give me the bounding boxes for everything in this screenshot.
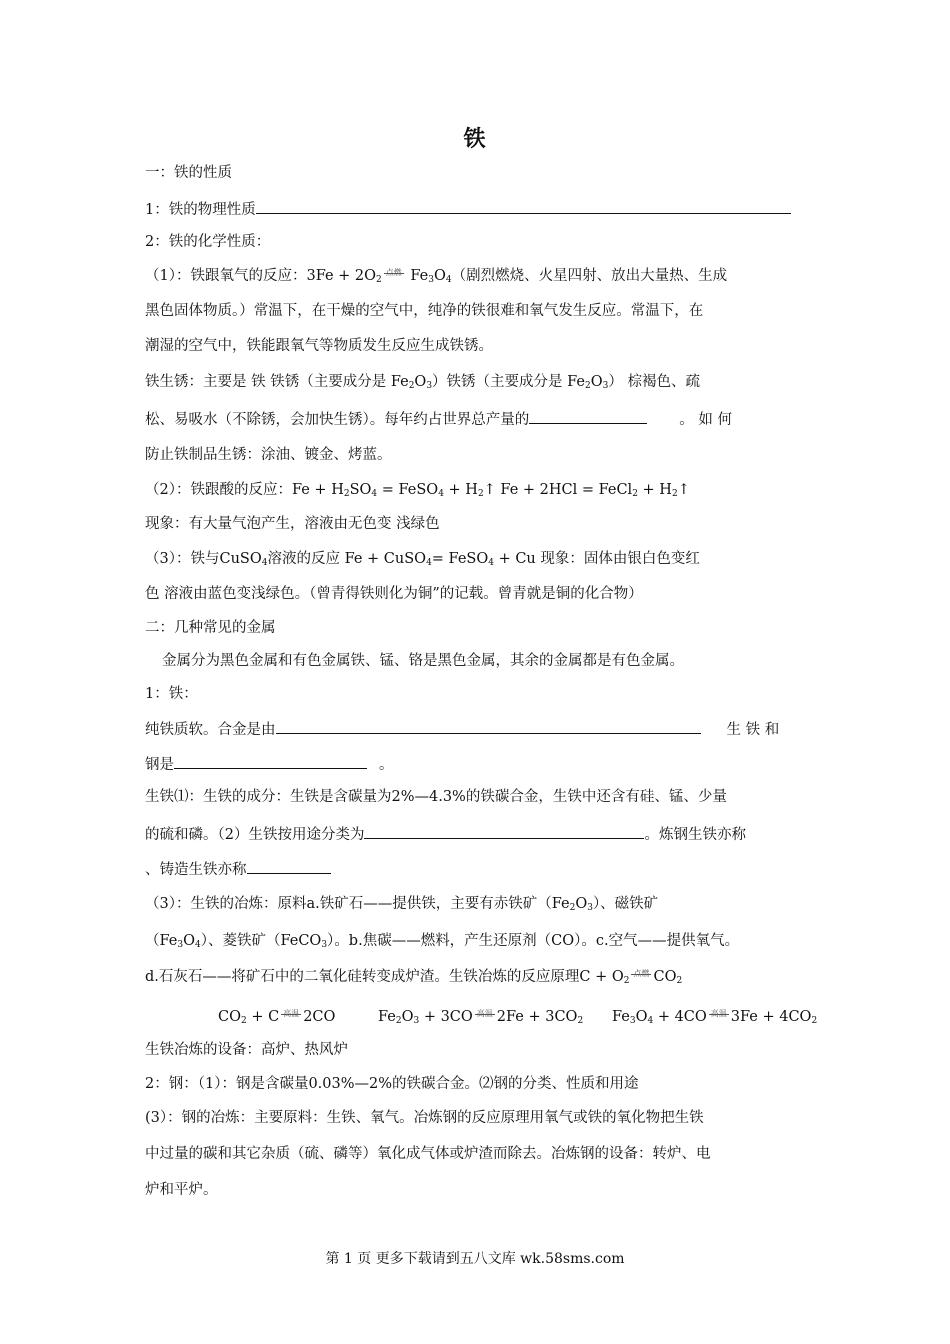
text: 。炼钢生铁亦称 [644, 827, 746, 843]
text: O [401, 1009, 414, 1025]
equation-fe2o3-co [378, 1007, 583, 1027]
subscript: 2 [577, 1016, 584, 1026]
text: + 3CO [419, 1009, 473, 1025]
condition-text: 高温 [476, 1009, 493, 1018]
paragraph-line: 金属分为黑色金属和有色金属铁、锰、铬是黑色金属，其余的金属都是有色金属。 [162, 653, 684, 669]
pig-iron-line-3 [145, 858, 331, 880]
text: 。 如 何 [679, 412, 732, 428]
text: 钢是 [145, 757, 174, 773]
paragraph-line: 潮湿的空气中，铁能跟氧气等物质发生反应生成铁锈。 [145, 338, 493, 354]
text: + C [246, 1009, 280, 1025]
text: O [635, 1009, 648, 1025]
answer-blank [276, 718, 701, 734]
subscript: 4 [261, 558, 268, 568]
paragraph-line: 2：钢：（1）：钢是含碳量0.03%—2%的铁碳合金。⑵钢的分类、性质和用途 [145, 1076, 639, 1092]
condition-bar [384, 273, 404, 274]
text: CO [218, 1009, 241, 1025]
text: 生 铁 和 [726, 722, 780, 738]
subscript: 2 [632, 489, 638, 499]
subscript: 3 [629, 1016, 636, 1026]
paragraph-line: 色 溶液由蓝色变浅绿色。（曾青得铁则化为铜”的记载。曾青就是铜的化合物） [145, 586, 643, 602]
text: ） 棕褐色、疏 [608, 374, 700, 390]
text: 的硫和磷。（2）生铁按用途分类为 [145, 827, 365, 843]
physical-properties-line [145, 198, 791, 220]
text: （剧烈燃烧、火星四射、放出大量热、生成 [451, 268, 728, 284]
text: = FeSO [377, 482, 439, 498]
paragraph-line: 中过量的碳和其它杂质（硫、磷等）氧化成气体或炉渣而除去。冶炼钢的设备：转炉、电 [145, 1146, 711, 1162]
subscript: 4 [371, 489, 378, 499]
subscript: 3 [426, 381, 433, 391]
text: 松、易吸水（不除锈，会加快生锈）。每年约占世界总产量的 [145, 412, 530, 428]
subscript: 2 [395, 1016, 402, 1026]
text: ↑ [677, 482, 690, 498]
answer-blank [529, 408, 647, 424]
subscript: 4 [426, 558, 432, 568]
text: （3）：生铁的冶炼：原料a.铁矿石——提供铁，主要有赤铁矿（Fe [145, 896, 570, 912]
pig-iron-line-2 [145, 823, 746, 845]
text: ）、菱铁矿（FeCO [200, 933, 322, 949]
text: Fe [378, 1009, 396, 1025]
smelting-line-2 [145, 931, 739, 951]
subscript: 4 [445, 275, 452, 285]
iron-label: 1：铁： [145, 686, 198, 702]
answer-blank [364, 823, 644, 839]
reaction-cuso4-line [145, 549, 700, 569]
text: CO [653, 969, 677, 985]
paragraph-line: 生铁⑴：生铁的成分：生铁是含碳量为2%—4.3%的铁碳合金，生铁中还含有硅、锰、少量 [145, 789, 727, 805]
physical-properties-label: 1：铁的物理性质 [145, 202, 256, 218]
subscript: 2 [676, 976, 683, 986]
reaction-acid-line [145, 480, 690, 500]
rust-line [145, 372, 700, 392]
text: O [590, 374, 603, 390]
text: O [575, 896, 588, 912]
condition-text: 点燃 [385, 268, 402, 277]
text: ↑ Fe + 2HCl = FeCl [483, 482, 633, 498]
subscript: 4 [438, 489, 444, 499]
equation-fe3o4-co [612, 1007, 817, 1027]
subscript: 3 [413, 1016, 420, 1026]
smelting-line-3 [145, 967, 682, 987]
subscript: 3 [321, 940, 328, 950]
condition-bar [709, 1014, 729, 1015]
text: 2CO [303, 1009, 336, 1025]
text: （3）：铁与CuSO [145, 551, 262, 567]
rust-line-2 [145, 408, 732, 430]
subscript: 2 [376, 275, 382, 285]
reaction-oxygen-line [145, 266, 727, 286]
text: O [433, 268, 446, 284]
subscript: 2 [343, 489, 350, 499]
text: 铁生锈：主要是 铁 铁锈（主要成分是 Fe [145, 374, 409, 390]
text: + Cu 现象：固体由银白色变红 [493, 551, 700, 567]
subscript: 2 [671, 489, 678, 499]
text: （2）：铁跟酸的反应：Fe + H [145, 482, 344, 498]
text: ）铁锈（主要成分是 Fe [432, 374, 586, 390]
subscript: 3 [587, 903, 593, 913]
text: ）、磁铁矿 [592, 896, 659, 912]
subscript: 2 [477, 489, 484, 499]
text: O [183, 933, 195, 949]
subscript: 2 [811, 1016, 818, 1026]
text: d.石灰石——将矿石中的二氧化硅转变成炉渣。生铁冶炼的反应原理C + O [145, 969, 624, 985]
text: Fe [410, 268, 429, 284]
subscript: 2 [408, 381, 415, 391]
paragraph-line: 炉和平炉。 [145, 1182, 218, 1198]
paragraph-line: 现象：有大量气泡产生，溶液由无色变 浅绿色 [145, 516, 440, 532]
paragraph-line: 防止铁制品生锈：涂油、镀金、烤蓝。 [145, 447, 392, 463]
subscript: 3 [177, 940, 184, 950]
condition-bar [631, 974, 651, 975]
text: 。 [379, 757, 394, 773]
text: 纯铁质软。合金是由 [145, 722, 276, 738]
text: 2Fe + 3CO [496, 1009, 578, 1025]
text: + H [637, 482, 672, 498]
subscript: 3 [602, 381, 609, 391]
text: Fe [612, 1009, 630, 1025]
condition-text: 高温 [283, 1009, 300, 1018]
text: 溶液的反应 Fe + CuSO [267, 551, 427, 567]
text: （1）：铁跟氧气的反应：3Fe + 2O [145, 268, 377, 284]
smelting-line-1 [145, 894, 658, 914]
answer-blank [256, 198, 791, 214]
condition-text: 点燃 [633, 969, 650, 978]
subscript: 2 [240, 1016, 247, 1026]
chemical-properties-label: 2：铁的化学性质： [145, 234, 271, 250]
subscript: 4 [647, 1016, 654, 1026]
subscript: 2 [569, 903, 576, 913]
condition-bar [281, 1014, 301, 1015]
paragraph-line: 生铁冶炼的设备：高炉、热风炉 [145, 1042, 348, 1058]
text: + 4CO [653, 1009, 707, 1025]
subscript: 4 [488, 558, 494, 568]
section-heading-metals: 二：几种常见的金属 [145, 620, 276, 636]
page-title: 铁 [463, 126, 487, 152]
subscript: 3 [428, 275, 434, 285]
paragraph-line: (3）：钢的冶炼：主要原料：生铁、氧气。冶炼钢的反应原理用氧气或铁的氧化物把生铁 [145, 1110, 704, 1126]
text: 、铸造生铁亦称 [145, 862, 247, 878]
page-footer: 第 1 页 更多下载请到五八文库 wk.58sms.com [325, 1251, 625, 1267]
condition-text: 高温 [710, 1009, 727, 1018]
subscript: 2 [585, 381, 591, 391]
equation-co2-c [218, 1007, 335, 1027]
condition-bar [475, 1014, 495, 1015]
answer-blank [247, 858, 331, 874]
subscript: 4 [194, 940, 201, 950]
text: SO [349, 482, 372, 498]
text: = FeSO [431, 551, 489, 567]
iron-line-2 [145, 753, 394, 775]
section-heading-properties: 一：铁的性质 [145, 165, 232, 181]
text: 3Fe + 4CO [730, 1009, 812, 1025]
paragraph-line: 黑色固体物质。）常温下，在干燥的空气中，纯净的铁很难和氧气发生反应。常温下，在 [145, 303, 704, 319]
subscript: 2 [623, 976, 630, 986]
answer-blank [174, 753, 367, 769]
text: + H [443, 482, 478, 498]
text: （Fe [145, 933, 178, 949]
iron-line-1 [145, 718, 779, 740]
text: ）。b.焦碳——燃料，产生还原剂（CO）。c.空气——提供氧气。 [327, 933, 740, 949]
text: O [414, 374, 427, 390]
